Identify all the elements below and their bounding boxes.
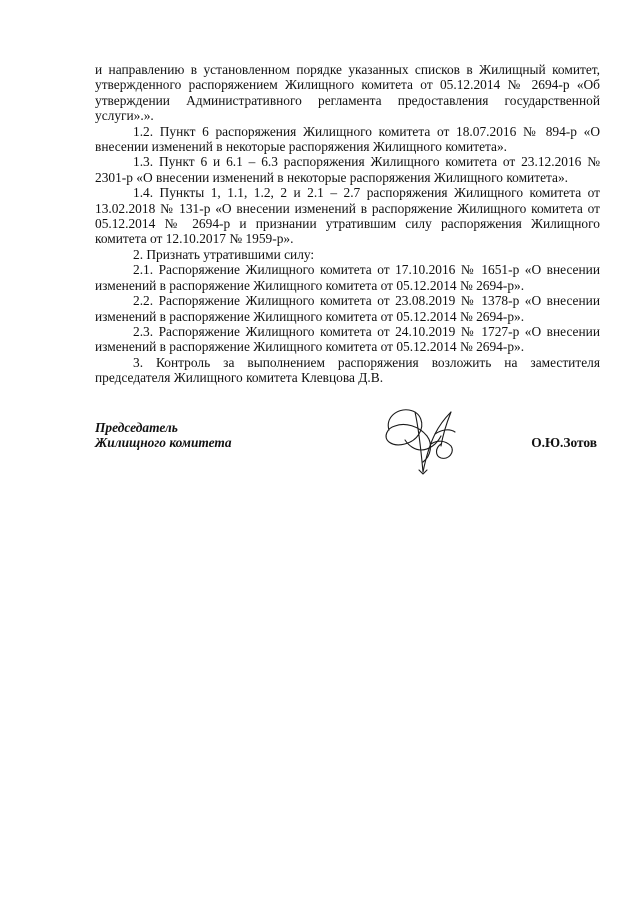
signatory-title-line-2: Жилищного комитета [95,435,232,451]
paragraph-1-4: 1.4. Пункты 1, 1.1, 1.2, 2 и 2.1 – 2.7 распоряжения Жилищного комитета от 13.02.2018 № 131-р «О внесении изменений в распоряжение Жилищного комитета от 05.12.2014 № 2694-р и признании утратившим силу распоряжения Жилищного комитета от 12.10.2017 № 1959-р». [95,185,600,247]
paragraph-continuation: и направлению в установленном порядке указанных списков в Жилищный комитет, утвержденного распоряжением Жилищного комитета от 05.12.2014 № 2694-р «Об утверждении Административного регламента предоставления государственной услуги».». [95,62,600,124]
signatory-title [95,420,232,451]
paragraph-2: 2. Признать утратившими силу: [133,246,315,262]
signatory-name: О.Ю.Зотов [531,435,597,450]
handwritten-signature [375,400,465,480]
document-body [95,62,600,386]
paragraph-2-1: 2.1. Распоряжение Жилищного комитета от 17.10.2016 № 1651-р «О внесении изменений в распоряжение Жилищного комитета от 05.12.2014 № 2694-р». [95,262,600,293]
paragraph-3: 3. Контроль за выполнением распоряжения возложить на заместителя председателя Жилищного комитета Клевцова Д.В. [95,354,600,386]
paragraph-1-3: 1.3. Пункт 6 и 6.1 – 6.3 распоряжения Жилищного комитета от 23.12.2016 № 2301-р «О внесении изменений в некоторые распоряжения Жилищного комитета». [95,154,600,185]
paragraph-1-2: 1.2. Пункт 6 распоряжения Жилищного комитета от 18.07.2016 № 894-р «О внесении изменений в некоторые распоряжения Жилищного комитета». [95,123,600,155]
signatory-title-line-1: Председатель [95,420,178,435]
paragraph-2-2: 2.2. Распоряжение Жилищного комитета от 23.08.2019 № 1378-р «О внесении изменений в распоряжение Жилищного комитета от 05.12.2014 № 2694-р». [95,293,600,324]
paragraph-2-3: 2.3. Распоряжение Жилищного комитета от 24.10.2019 № 1727-р «О внесении изменений в распоряжение Жилищного комитета от 05.12.2014 № 2694-р». [95,323,600,355]
